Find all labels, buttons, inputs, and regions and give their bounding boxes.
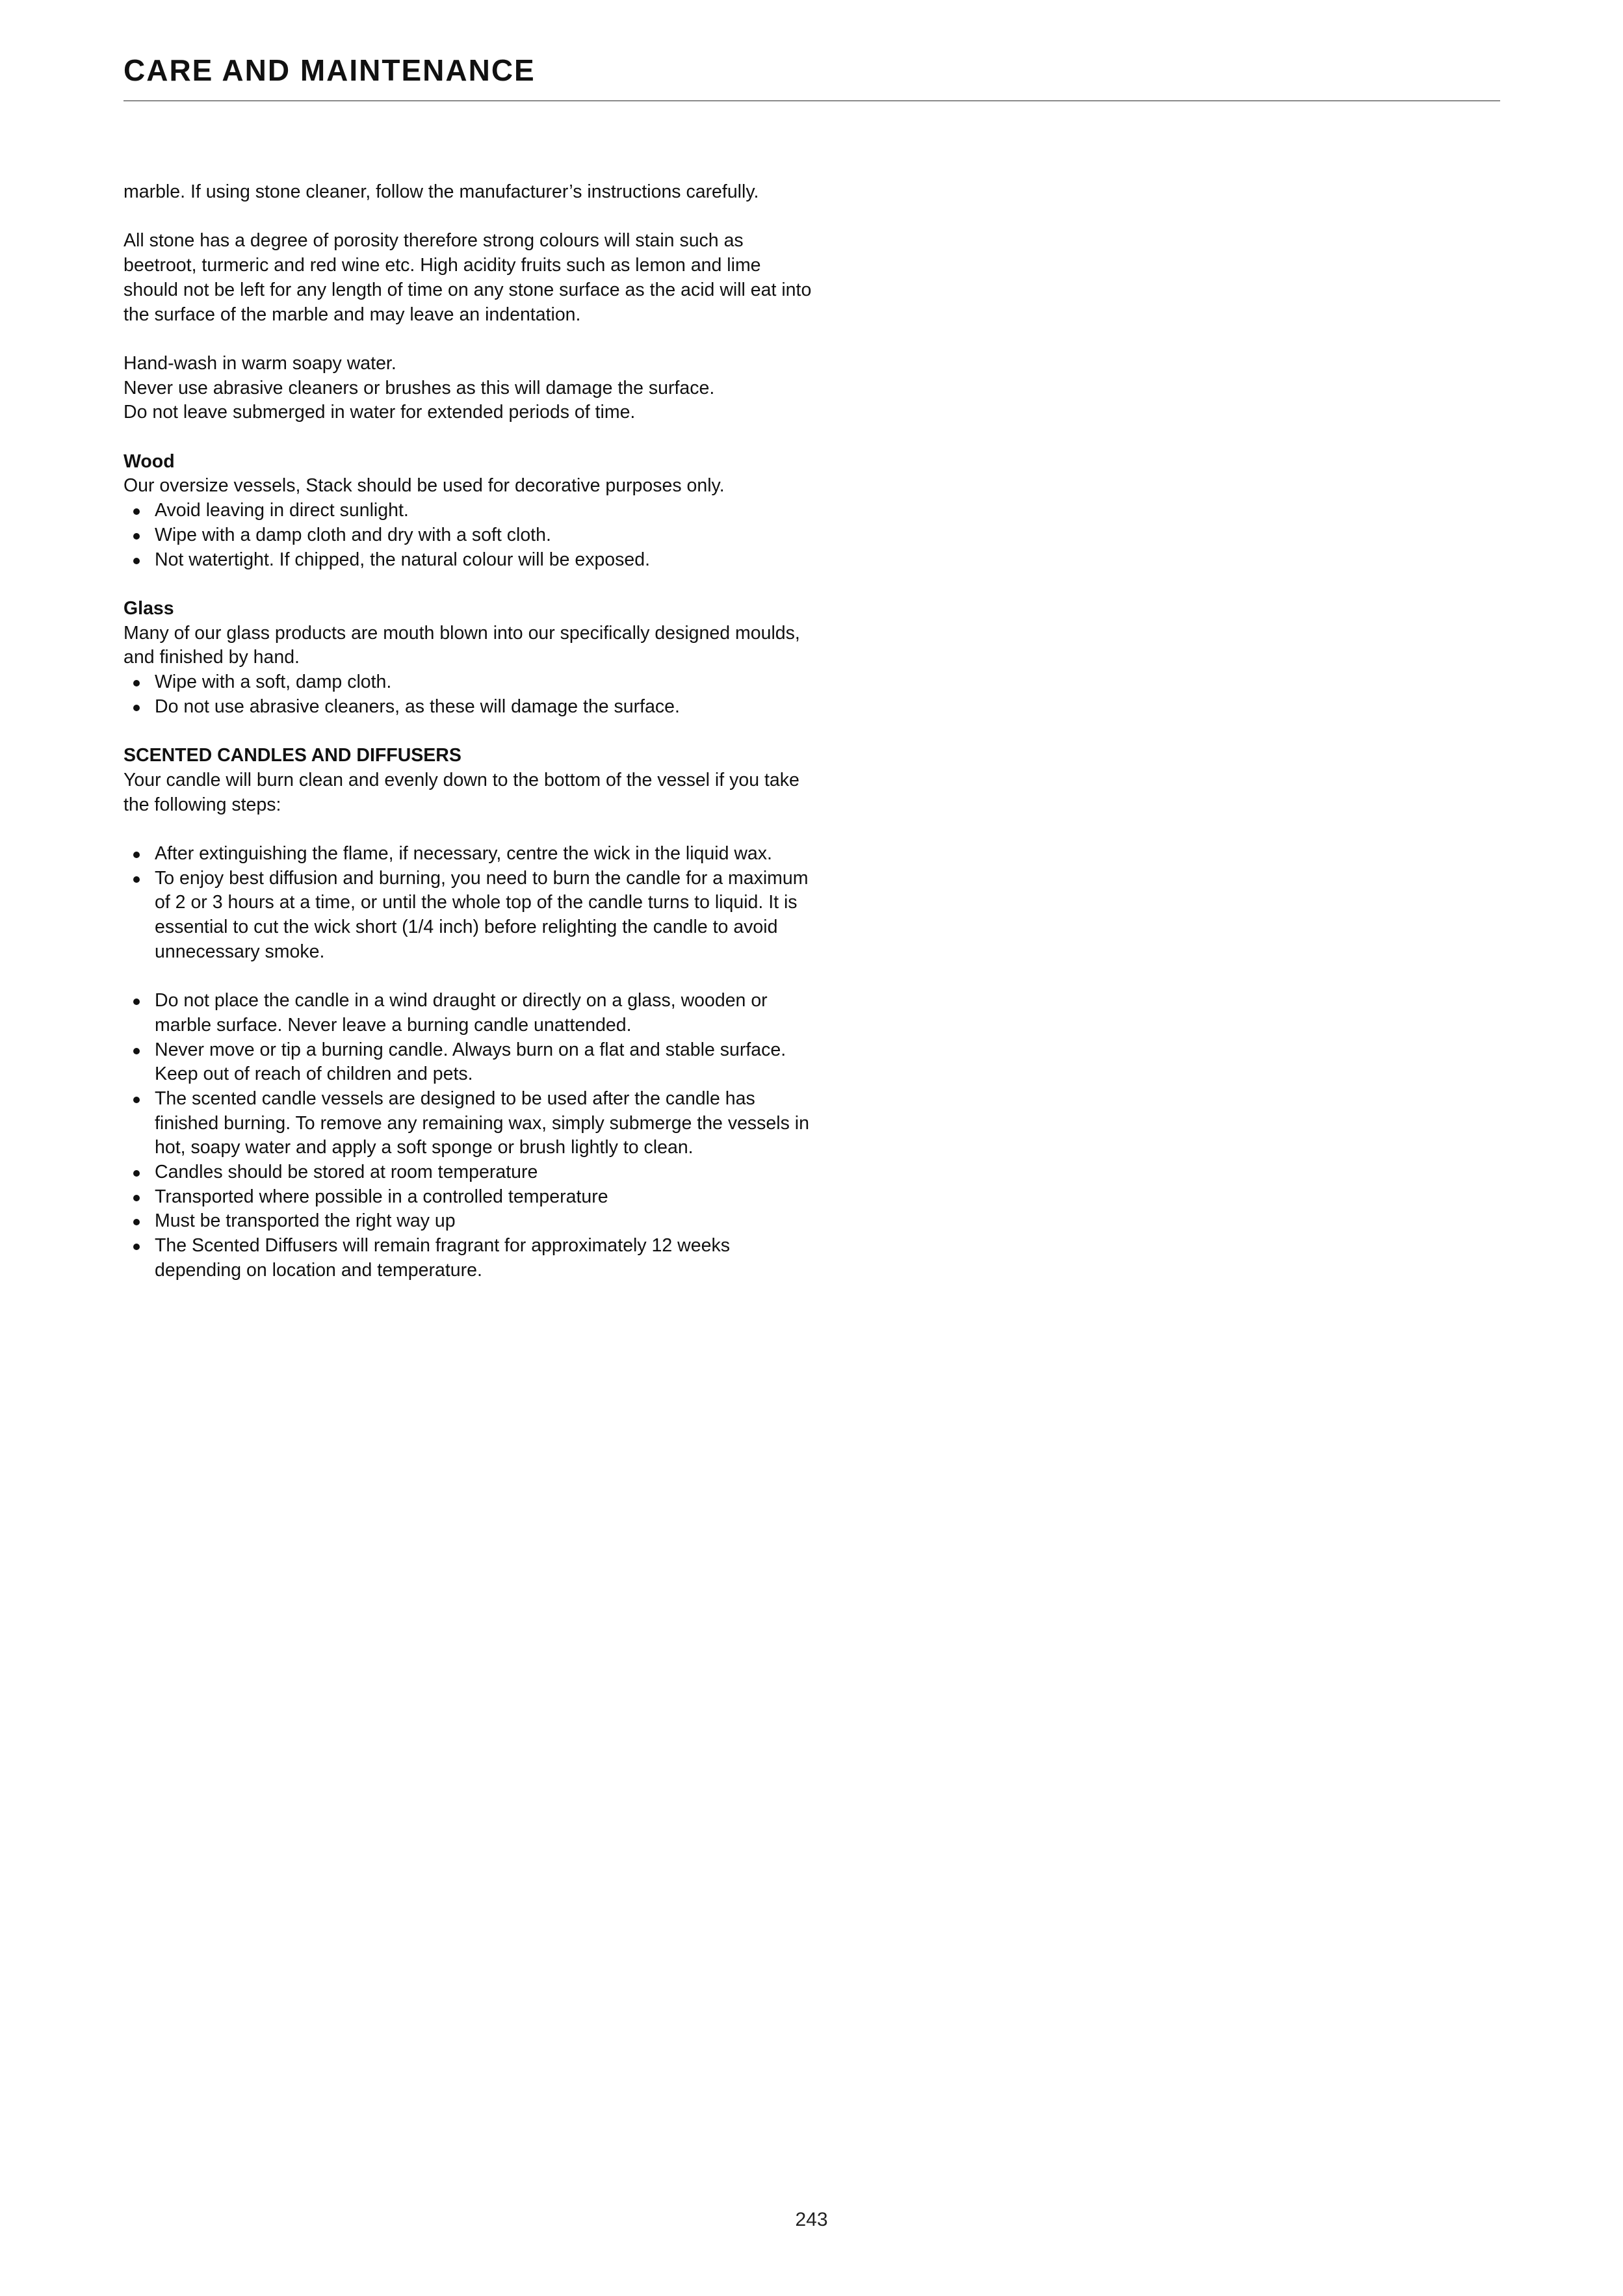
list-item: After extinguishing the flame, if necessary, centre the wick in the liquid wax. [123,842,812,867]
care-line: Do not leave submerged in water for extended periods of time. [123,402,636,423]
wood-bullet-list [123,499,812,572]
stone-porosity-paragraph: All stone has a degree of porosity therefore strong colours will stain such as beetroot, turmeric and red wine etc. High acidity fruits such as lemon and lime should not be left for any length of time on any stone surface as the acid will eat into the surface of the marble and may leave an indentation. [123,230,812,325]
content-column [123,180,812,1283]
wood-section [123,450,812,573]
page-number: 243 [795,2209,828,2230]
candles-safety-bullet-list [123,989,812,1283]
intro-paragraph: marble. If using stone cleaner, follow the manufacturer’s instructions carefully. [123,181,759,202]
candles-section [123,744,812,1283]
page-header [123,51,1500,101]
list-item: Transported where possible in a controlled temperature [123,1185,812,1210]
wood-heading: Wood [123,450,175,472]
care-line: Hand-wash in warm soapy water. [123,352,396,374]
list-item: Candles should be stored at room temperature [123,1160,812,1185]
list-item: The Scented Diffusers will remain fragrant for approximately 12 weeks depending on location and temperature. [123,1234,812,1283]
wood-text: Our oversize vessels, Stack should be used for decorative purposes only. [123,475,725,497]
page-title: CARE AND MAINTENANCE [123,53,536,87]
list-item: Never move or tip a burning candle. Always burn on a flat and stable surface. Keep out of reach of children and pets. [123,1038,812,1087]
candles-text: Your candle will burn clean and evenly down to the bottom of the vessel if you take the following steps: [123,769,799,815]
list-item: Not watertight. If chipped, the natural colour will be exposed. [123,548,812,573]
list-item: Avoid leaving in direct sunlight. [123,499,812,523]
glass-section [123,597,812,720]
list-item: To enjoy best diffusion and burning, you need to burn the candle for a maximum of 2 or 3 hours at a time, or until the whole top of the candle turns to liquid. It is essential to cut the wick short (1/4 inch) before relighting the candle to avoid unnecessary smoke. [123,867,812,965]
list-item: The scented candle vessels are designed to be used after the candle has finished burning. To remove any remaining wax, simply submerge the vessels in hot, soapy water and apply a soft sponge or brush lightly to clean. [123,1087,812,1160]
glass-heading: Glass [123,597,174,619]
list-item: Wipe with a soft, damp cloth. [123,670,812,695]
glass-bullet-list [123,670,812,719]
list-item: Do not place the candle in a wind draught or directly on a glass, wooden or marble surface. Never leave a burning candle unattended. [123,989,812,1037]
list-item: Do not use abrasive cleaners, as these will damage the surface. [123,695,812,720]
list-item: Must be transported the right way up [123,1209,812,1234]
glass-text: Many of our glass products are mouth blown into our specifically designed moulds, and finished by hand. [123,622,800,668]
candles-heading: SCENTED CANDLES AND DIFFUSERS [123,745,461,766]
care-line: Never use abrasive cleaners or brushes as this will damage the surface. [123,377,715,398]
list-item: Wipe with a damp cloth and dry with a soft cloth. [123,523,812,548]
candles-bullet-list [123,842,812,965]
